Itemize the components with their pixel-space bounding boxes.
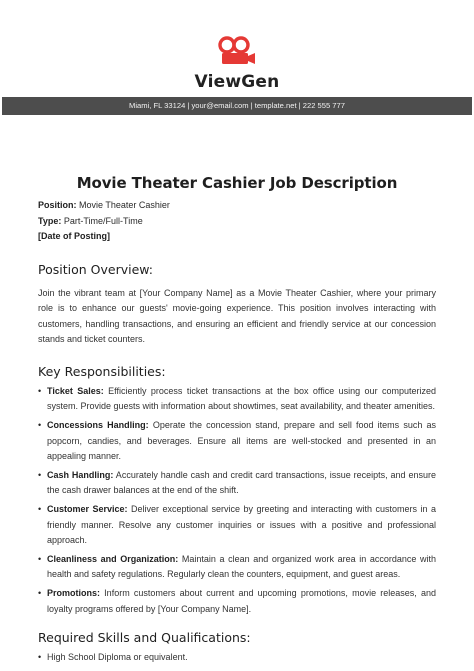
document-body xyxy=(38,174,436,666)
overview-heading: Position Overview: xyxy=(38,261,154,277)
list-item xyxy=(38,468,436,499)
position-label: Position: xyxy=(38,200,77,210)
responsibility-text: Maintain a clean and organized work area in accordance with health and safety regulations. Regularly clean the counters, equipment, and guest areas. xyxy=(47,553,436,580)
responsibility-text: Inform customers about current and upcoming promotions, movie releases, and loyalty programs offered by [Your Company Name]. xyxy=(47,588,436,614)
list-item xyxy=(38,502,436,549)
type-label: Type: xyxy=(38,215,62,226)
responsibility-label: Cash Handling: xyxy=(47,469,114,480)
date-placeholder: [Date of Posting] xyxy=(38,231,110,241)
responsibility-label: Customer Service: xyxy=(47,504,128,515)
skills-list xyxy=(38,650,436,666)
responsibilities-heading: Key Responsibilities: xyxy=(38,363,166,379)
date-line xyxy=(38,229,436,245)
responsibility-text: Efficiently process ticket transactions at the box office using our computerized system. Provide guests with information about showtimes, seat availability, and theater amenities. xyxy=(47,385,436,412)
responsibility-label: Promotions: xyxy=(47,588,100,598)
responsibility-label: Concessions Handling: xyxy=(47,420,149,431)
job-meta xyxy=(38,198,436,245)
company-logo xyxy=(0,36,474,92)
contact-bar: Miami, FL 33124 | your@email.com | template.net | 222 555 777 xyxy=(2,97,472,115)
responsibility-text: Deliver exceptional service by greeting and interacting with customers in a friendly manner. Resolve any customer inquiries or issues with a positive and professional approach. xyxy=(47,504,436,546)
responsibility-text: Operate the concession stand, prepare and sell food items such as popcorn, candies, and beverages. Ensure all items are well-stocked and presented in an appealing manner. xyxy=(47,420,437,462)
responsibility-label: Ticket Sales: xyxy=(47,385,104,396)
list-item xyxy=(38,384,436,415)
list-item: • High School Diploma or equivalent. xyxy=(38,650,436,666)
responsibility-text: Accurately handle cash and credit card transactions, issue receipts, and ensure the cash drawer balances at the end of the shift. xyxy=(47,469,436,496)
overview-text: Join the vibrant team at [Your Company Name] as a Movie Theater Cashier, where your primary role is to enhance our guests' movie-going experience. This position involves interacting with customers, handling transactions, and ensuring an efficient and friendly service at our concession stands and ticket counters. xyxy=(38,287,436,345)
skills-heading: Required Skills and Qualifications: xyxy=(38,630,251,646)
page-title: Movie Theater Cashier Job Description xyxy=(76,174,398,192)
position-value: Movie Theater Cashier xyxy=(79,200,170,210)
responsibilities-list xyxy=(38,384,436,617)
list-item xyxy=(38,586,436,617)
film-camera-icon xyxy=(217,36,257,66)
responsibility-label: Cleanliness and Organization: xyxy=(47,553,179,564)
list-item xyxy=(38,418,436,465)
type-value: Part-Time/Full-Time xyxy=(63,215,143,226)
type-line xyxy=(38,214,436,230)
brand-name: ViewGen xyxy=(194,72,280,92)
position-line xyxy=(38,198,436,214)
list-item xyxy=(38,552,436,583)
